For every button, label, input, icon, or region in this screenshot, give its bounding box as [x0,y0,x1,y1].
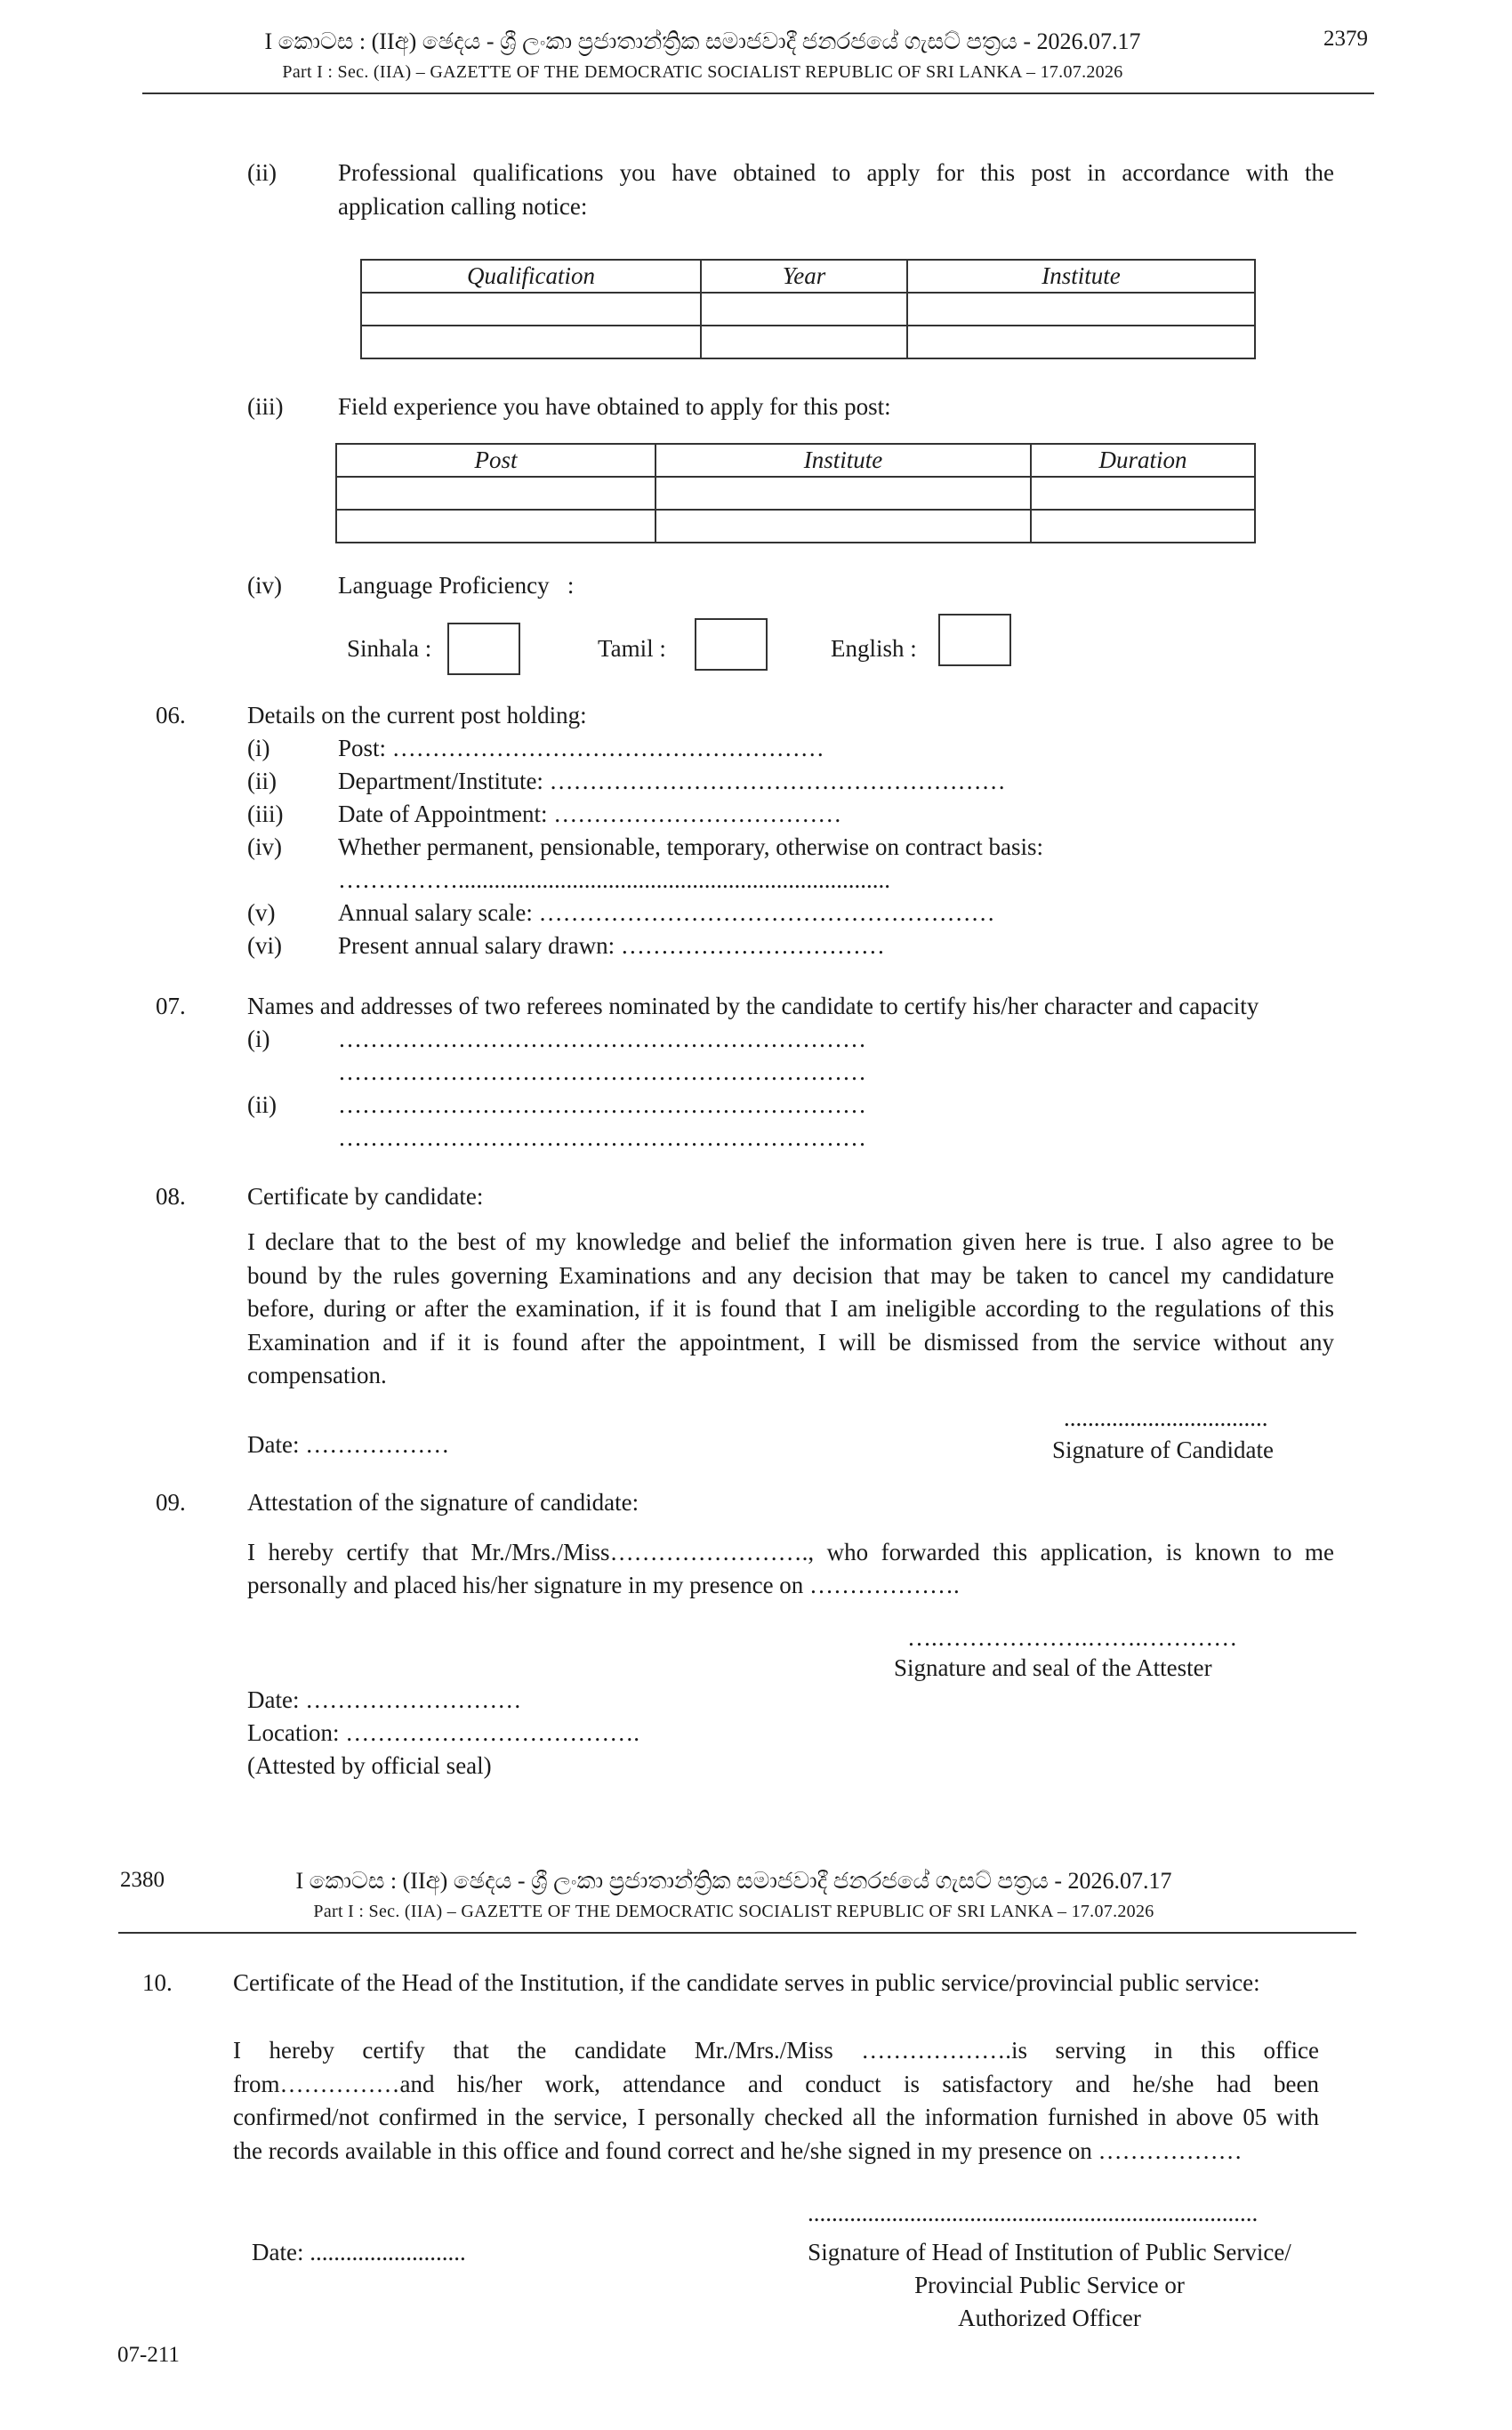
q-iv-text: Language Proficiency : [338,572,575,599]
s06-item-number: (vi) [247,932,282,959]
attester-signature-label: Signature and seal of the Attester [894,1654,1212,1681]
s07-referee-1-line1[interactable]: ………………………………………………………… [338,1026,866,1052]
s06-appointment-date-field[interactable]: Date of Appointment: ……………………………… [338,801,842,827]
page-number: 2379 [1323,27,1368,51]
s10-certificate-line: from……………and his/her work, attendance and conduct is satisfactory and he/she had been [233,2070,1319,2097]
table-cell-year[interactable] [701,326,907,358]
s06-item-number: (iii) [247,801,284,827]
footer-code: 07-211 [117,2343,180,2367]
column-header-duration: Duration [1031,444,1255,477]
table-row [336,510,1255,543]
head-signature-label-line2: Provincial Public Service or [914,2272,1185,2298]
q-ii-number: (ii) [247,159,277,186]
s06-employment-type-text: Whether permanent, pensionable, temporary, otherwise on contract basis: [338,833,1043,860]
s06-employment-type-field[interactable]: ……………........................................................................ [338,866,890,893]
section-06-number: 06. [156,702,186,728]
tamil-checkbox[interactable] [695,618,768,671]
table-row [336,477,1255,510]
s06-salary-drawn-field[interactable]: Present annual salary drawn: …………………………… [338,932,885,959]
candidate-signature-label: Signature of Candidate [1052,1436,1274,1463]
page-number: 2380 [120,1868,165,1892]
q-iv-number: (iv) [247,572,282,599]
header-english: Part I : Sec. (IIA) – GAZETTE OF THE DEMOCRATIC SOCIALIST REPUBLIC OF SRI LANKA – 17.07.2026 [313,1902,1154,1921]
s09-attestation-line1: I hereby certify that Mr./Mrs./Miss……………………., who forwarded this application, is known to me [247,1539,1334,1565]
table-header-row [361,260,1255,293]
table-cell-post[interactable] [336,477,655,510]
column-header-year: Year [701,260,907,293]
candidate-date-field[interactable]: Date: ……………… [247,1431,450,1458]
attester-location-field[interactable]: Location: ………………………………. [247,1719,639,1746]
section-10-number: 10. [142,1969,173,1996]
sinhala-checkbox[interactable] [447,623,520,675]
table-cell-year[interactable] [701,293,907,326]
column-header-post: Post [336,444,655,477]
english-checkbox[interactable] [938,614,1011,666]
attester-seal-note: (Attested by official seal) [247,1752,492,1779]
header-rule [118,1932,1356,1934]
s09-attestation-line2: personally and placed his/her signature in my presence on ………………. [247,1572,960,1598]
head-date-field[interactable]: Date: .......................... [252,2239,466,2265]
english-label: English : [831,635,917,662]
head-signature-dots[interactable]: ........................................................................... [808,2200,1259,2226]
s08-declaration-line: bound by the rules governing Examinations and any decision that may be taken to cancel my candidature [247,1261,1334,1289]
section-10-title: Certificate of the Head of the Institution, if the candidate serves in public service/provincial public service: [233,1969,1260,1996]
table-cell-institute[interactable] [907,326,1255,358]
column-header-qualification: Qualification [361,260,701,293]
q-iii-number: (iii) [247,393,284,420]
s07-referee-number: (ii) [247,1091,277,1118]
section-09-title: Attestation of the signature of candidate: [247,1489,639,1516]
column-header-institute: Institute [907,260,1255,293]
s08-declaration-last-line: compensation. [247,1362,387,1388]
s07-referee-number: (i) [247,1026,270,1052]
s07-referee-2-line2[interactable]: ………………………………………………………… [338,1124,866,1151]
section-09-number: 09. [156,1489,186,1516]
sinhala-label: Sinhala : [347,635,432,662]
section-08-number: 08. [156,1183,186,1210]
s06-item-number: (v) [247,899,276,926]
column-header-institute: Institute [655,444,1031,477]
s08-declaration-line: I declare that to the best of my knowledge and belief the information given here is true. I also agree to be [247,1228,1334,1255]
head-signature-label-line1: Signature of Head of Institution of Public Service/ [808,2239,1291,2265]
s10-certificate-line: I hereby certify that the candidate Mr./Mrs./Miss ……………….is serving in this office [233,2037,1319,2064]
table-cell-institute[interactable] [655,510,1031,543]
header-sinhala: I කොටස : (IIඅ) ඡෙදය - ශ්‍රී ලංකා ප්‍රජාතාන්ත්‍රික සමාජවාදී ජනරජයේ ගැසට් පත්‍රය - 2026.07.17 [295,1868,1172,1894]
table-row [361,293,1255,326]
s06-post-field[interactable]: Post: ……………………………………………… [338,735,824,761]
s06-item-number: (ii) [247,768,277,794]
s06-salary-scale-field[interactable]: Annual salary scale: ………………………………………………… [338,899,995,926]
s07-referee-2-line1[interactable]: ………………………………………………………… [338,1091,866,1118]
s10-certificate-last-line: the records available in this office and found correct and he/she signed in my presence on ……………… [233,2136,1243,2164]
s08-declaration-line: before, during or after the examination, if it is found that I am ineligible according to the regulations of this [247,1295,1334,1322]
table-cell-duration[interactable] [1031,477,1255,510]
table-cell-institute[interactable] [655,477,1031,510]
s06-item-number: (i) [247,735,270,761]
s08-declaration-line: Examination and if it is found after the appointment, I will be dismissed from the service without any [247,1328,1334,1356]
header-english: Part I : Sec. (IIA) – GAZETTE OF THE DEMOCRATIC SOCIALIST REPUBLIC OF SRI LANKA – 17.07.2026 [282,62,1123,82]
qualifications-table [360,259,1256,359]
candidate-signature-dots[interactable]: .................................. [1064,1404,1268,1431]
table-row [361,326,1255,358]
field-experience-table [335,443,1256,543]
table-cell-post[interactable] [336,510,655,543]
s07-referee-1-line2[interactable]: ………………………………………………………… [338,1058,866,1085]
section-08-title: Certificate by candidate: [247,1183,484,1210]
q-iii-text: Field experience you have obtained to apply for this post: [338,393,891,420]
attester-signature-dots[interactable]: ….……………….…….………… [907,1624,1238,1651]
s06-item-number: (iv) [247,833,282,860]
table-cell-qualification[interactable] [361,293,701,326]
q-ii-text-line1: Professional qualifications you have obtained to apply for this post in accordance with the [338,159,1334,186]
section-07-number: 07. [156,993,186,1019]
tamil-label: Tamil : [598,635,666,662]
header-sinhala: I කොටස : (IIඅ) ඡෙදය - ශ්‍රී ලංකා ප්‍රජාතාන්ත්‍රික සමාජවාදී ජනරජයේ ගැසට් පත්‍රය - 2026.07.17 [264,28,1141,54]
section-07-title: Names and addresses of two referees nominated by the candidate to certify his/her character and capacity [247,993,1259,1019]
table-cell-duration[interactable] [1031,510,1255,543]
s06-department-field[interactable]: Department/Institute: ………………………………………………… [338,768,1006,794]
s10-certificate-line: confirmed/not confirmed in the service, I personally checked all the information furnished in above 05 with [233,2104,1319,2130]
head-signature-label-line3: Authorized Officer [958,2305,1141,2331]
q-ii-text-line2: application calling notice: [338,193,588,220]
section-06-title: Details on the current post holding: [247,702,587,728]
table-cell-qualification[interactable] [361,326,701,358]
header-rule [142,93,1374,94]
attester-date-field[interactable]: Date: ……………………… [247,1686,522,1713]
table-cell-institute[interactable] [907,293,1255,326]
table-header-row [336,444,1255,477]
